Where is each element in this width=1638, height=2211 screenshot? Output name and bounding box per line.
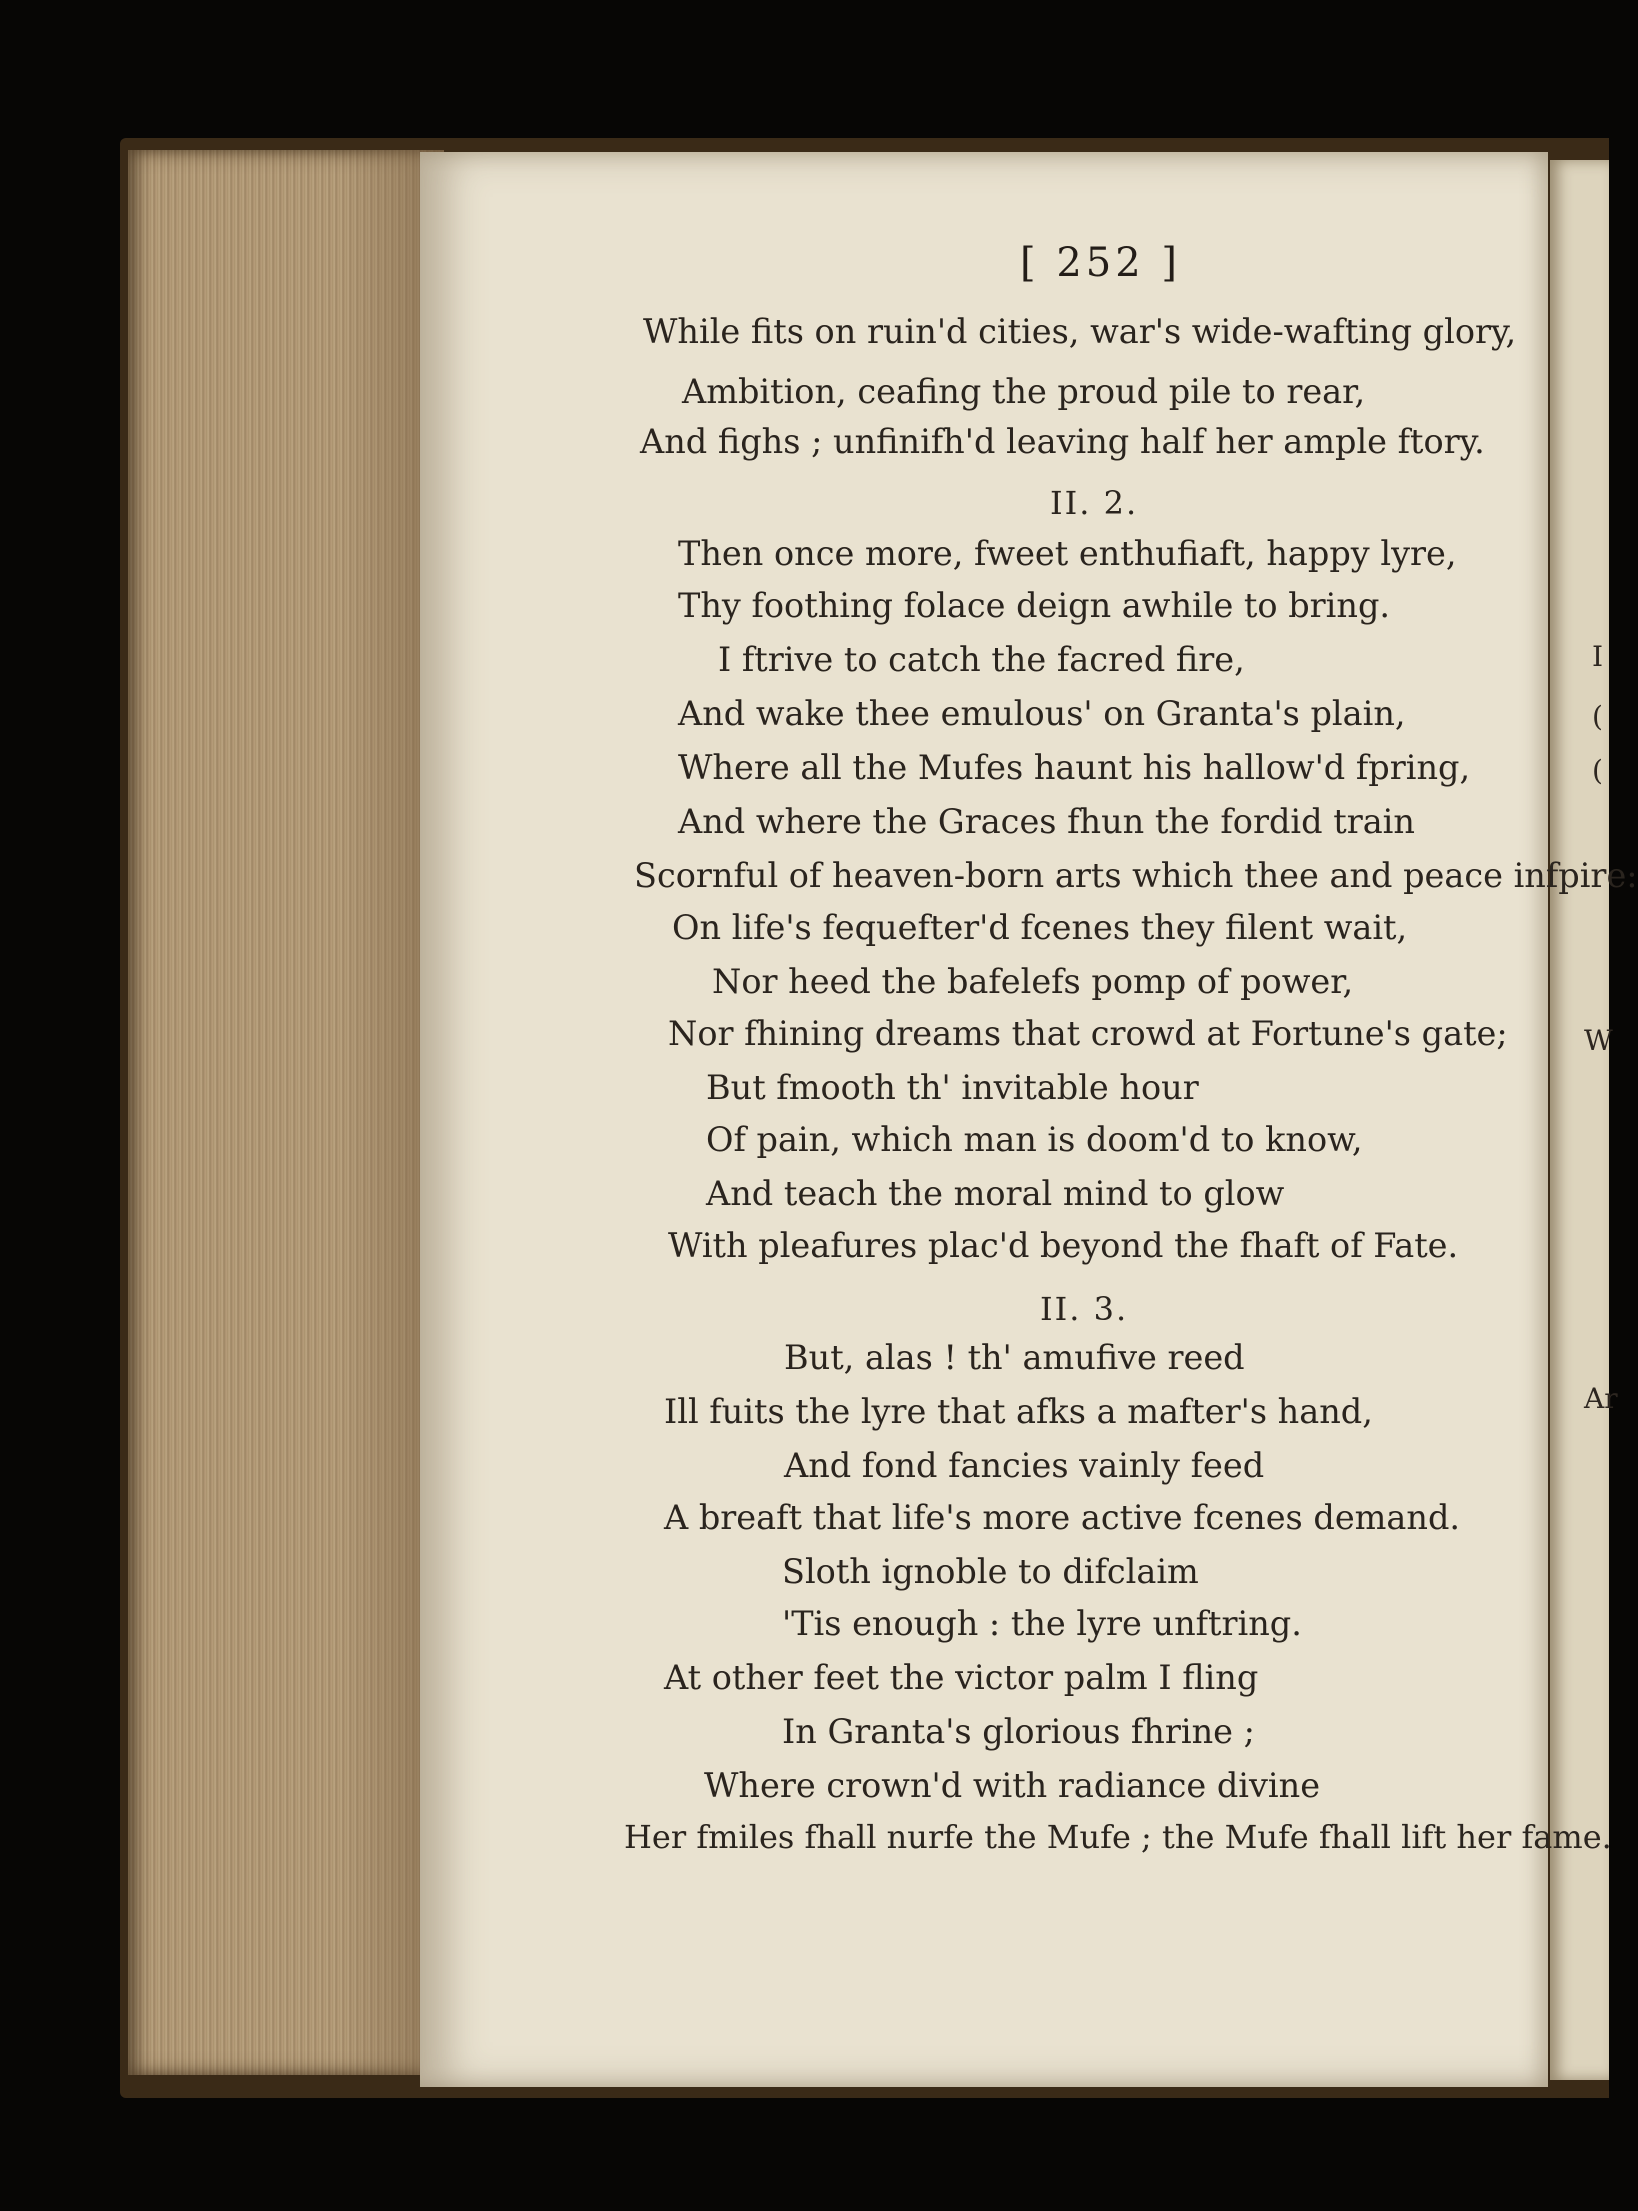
section-heading: II. 3. [1040,1290,1129,1328]
poem-line: On life's fequefter'd fcenes they filent wait, [672,908,1408,947]
poem-line: Nor fhining dreams that crowd at Fortune's gate; [668,1014,1508,1053]
poem-line: In Granta's glorious fhrine ; [782,1712,1255,1751]
poem-line: A breaft that life's more active fcenes demand. [664,1498,1461,1537]
poem-line: And wake thee emulous' on Granta's plain, [678,694,1406,733]
poem-line: But, alas ! th' amufive reed [784,1338,1245,1377]
poem-line: Sloth ignoble to difclaim [782,1552,1199,1591]
poem-line: And fighs ; unfinifh'd leaving half her ample ftory. [640,422,1485,461]
poem-line: At other feet the victor palm I fling [664,1658,1259,1697]
poem-line: And fond fancies vainly feed [784,1446,1265,1485]
facing-fragment: ( [1592,700,1603,733]
poem-line: Of pain, which man is doom'd to know, [706,1120,1363,1159]
poem-line: With pleafures plac'd beyond the fhaft of Fate. [668,1226,1459,1265]
poem-line: I ftrive to catch the facred fire, [718,640,1245,679]
poem-line: Scornful of heaven-born arts which thee and peace infpire: [634,856,1638,895]
poem-line: But fmooth th' invitable hour [706,1068,1199,1107]
poem-line: Then once more, fweet enthufiaft, happy lyre, [678,534,1457,573]
poem-line: While fits on ruin'd cities, war's wide-wafting glory, [643,312,1517,351]
section-heading: II. 2. [1050,484,1139,522]
poem-line: Thy foothing folace deign awhile to bring. [678,586,1391,625]
poem-line: And teach the moral mind to glow [706,1174,1285,1213]
facing-fragment: Ar [1584,1382,1618,1415]
poem-line: And where the Graces fhun the fordid train [678,802,1415,841]
facing-fragment: W [1584,1024,1613,1057]
poem-line: Where crown'd with radiance divine [704,1766,1321,1805]
facing-fragment: ( [1592,754,1603,787]
poem-line: Ill fuits the lyre that afks a mafter's hand, [664,1392,1373,1431]
facing-fragment: I [1592,640,1604,673]
poem-line: Where all the Mufes haunt his hallow'd fpring, [678,748,1471,787]
page-number: [ 252 ] [1020,240,1181,286]
facing-page [1550,160,1618,2080]
poem-line: 'Tis enough : the lyre unftring. [782,1604,1302,1643]
poem-line: Ambition, ceafing the proud pile to rear, [682,372,1366,411]
poem-line: Nor heed the bafelefs pomp of power, [712,962,1354,1001]
poem-line: Her fmiles fhall nurfe the Mufe ; the Mufe fhall lift her fame. [624,1818,1612,1856]
